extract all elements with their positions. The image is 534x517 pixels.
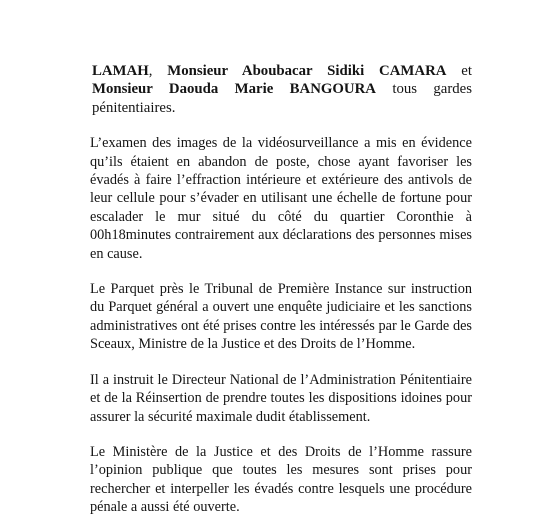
paragraph-guards-names: LAMAH, Monsieur Aboubacar Sidiki CAMARA et Monsieur Daouda Marie BANGOURA tous gardes pénitentiaires. [92, 63, 472, 116]
guard-name-bangoura: Monsieur Daouda Marie BANGOURA [92, 81, 376, 98]
paragraph-director-instruction: Il a instruit le Directeur National de l’Administration Pénitentiaire et de la Réinsertion de prendre toutes les dispositions idoines pour assurer la sécurité maximale dudit établissement. [90, 371, 472, 425]
paragraph-public-reassurance: Le Ministère de la Justice et des Droits de l’Homme rassure l’opinion publique que toutes les mesures sont prises pour rechercher et interpeller les évadés contre lesquels une procédure pénale a aussi été ouverte. [90, 443, 472, 516]
paragraph-video-surveillance: L’examen des images de la vidéosurveillance a mis en évidence qu’ils étaient en abandon de poste, chose ayant favoriser les évadés à faire l’effraction intérieure et extérieure des antivols de leur cellule pour s’évader en utilisant une échelle de fortune pour escalader le mur situé du côté du quartier Coronthie à 00h18minutes contrairement aux déclarations des personnes mises en cause. [90, 135, 472, 262]
guard-name-camara: Monsieur Aboubacar Sidiki CAMARA [167, 63, 447, 79]
guard-name-lamah: LAMAH [92, 63, 149, 79]
paragraph-judicial-inquiry: Le Parquet près le Tribunal de Première Instance sur instruction du Parquet général a ouvert une enquête judiciaire et les sanctions administratives ont été prises contre les intéressés par le Garde des Sceaux, Ministre de la Justice et des Droits de l’Homme. [90, 281, 472, 353]
